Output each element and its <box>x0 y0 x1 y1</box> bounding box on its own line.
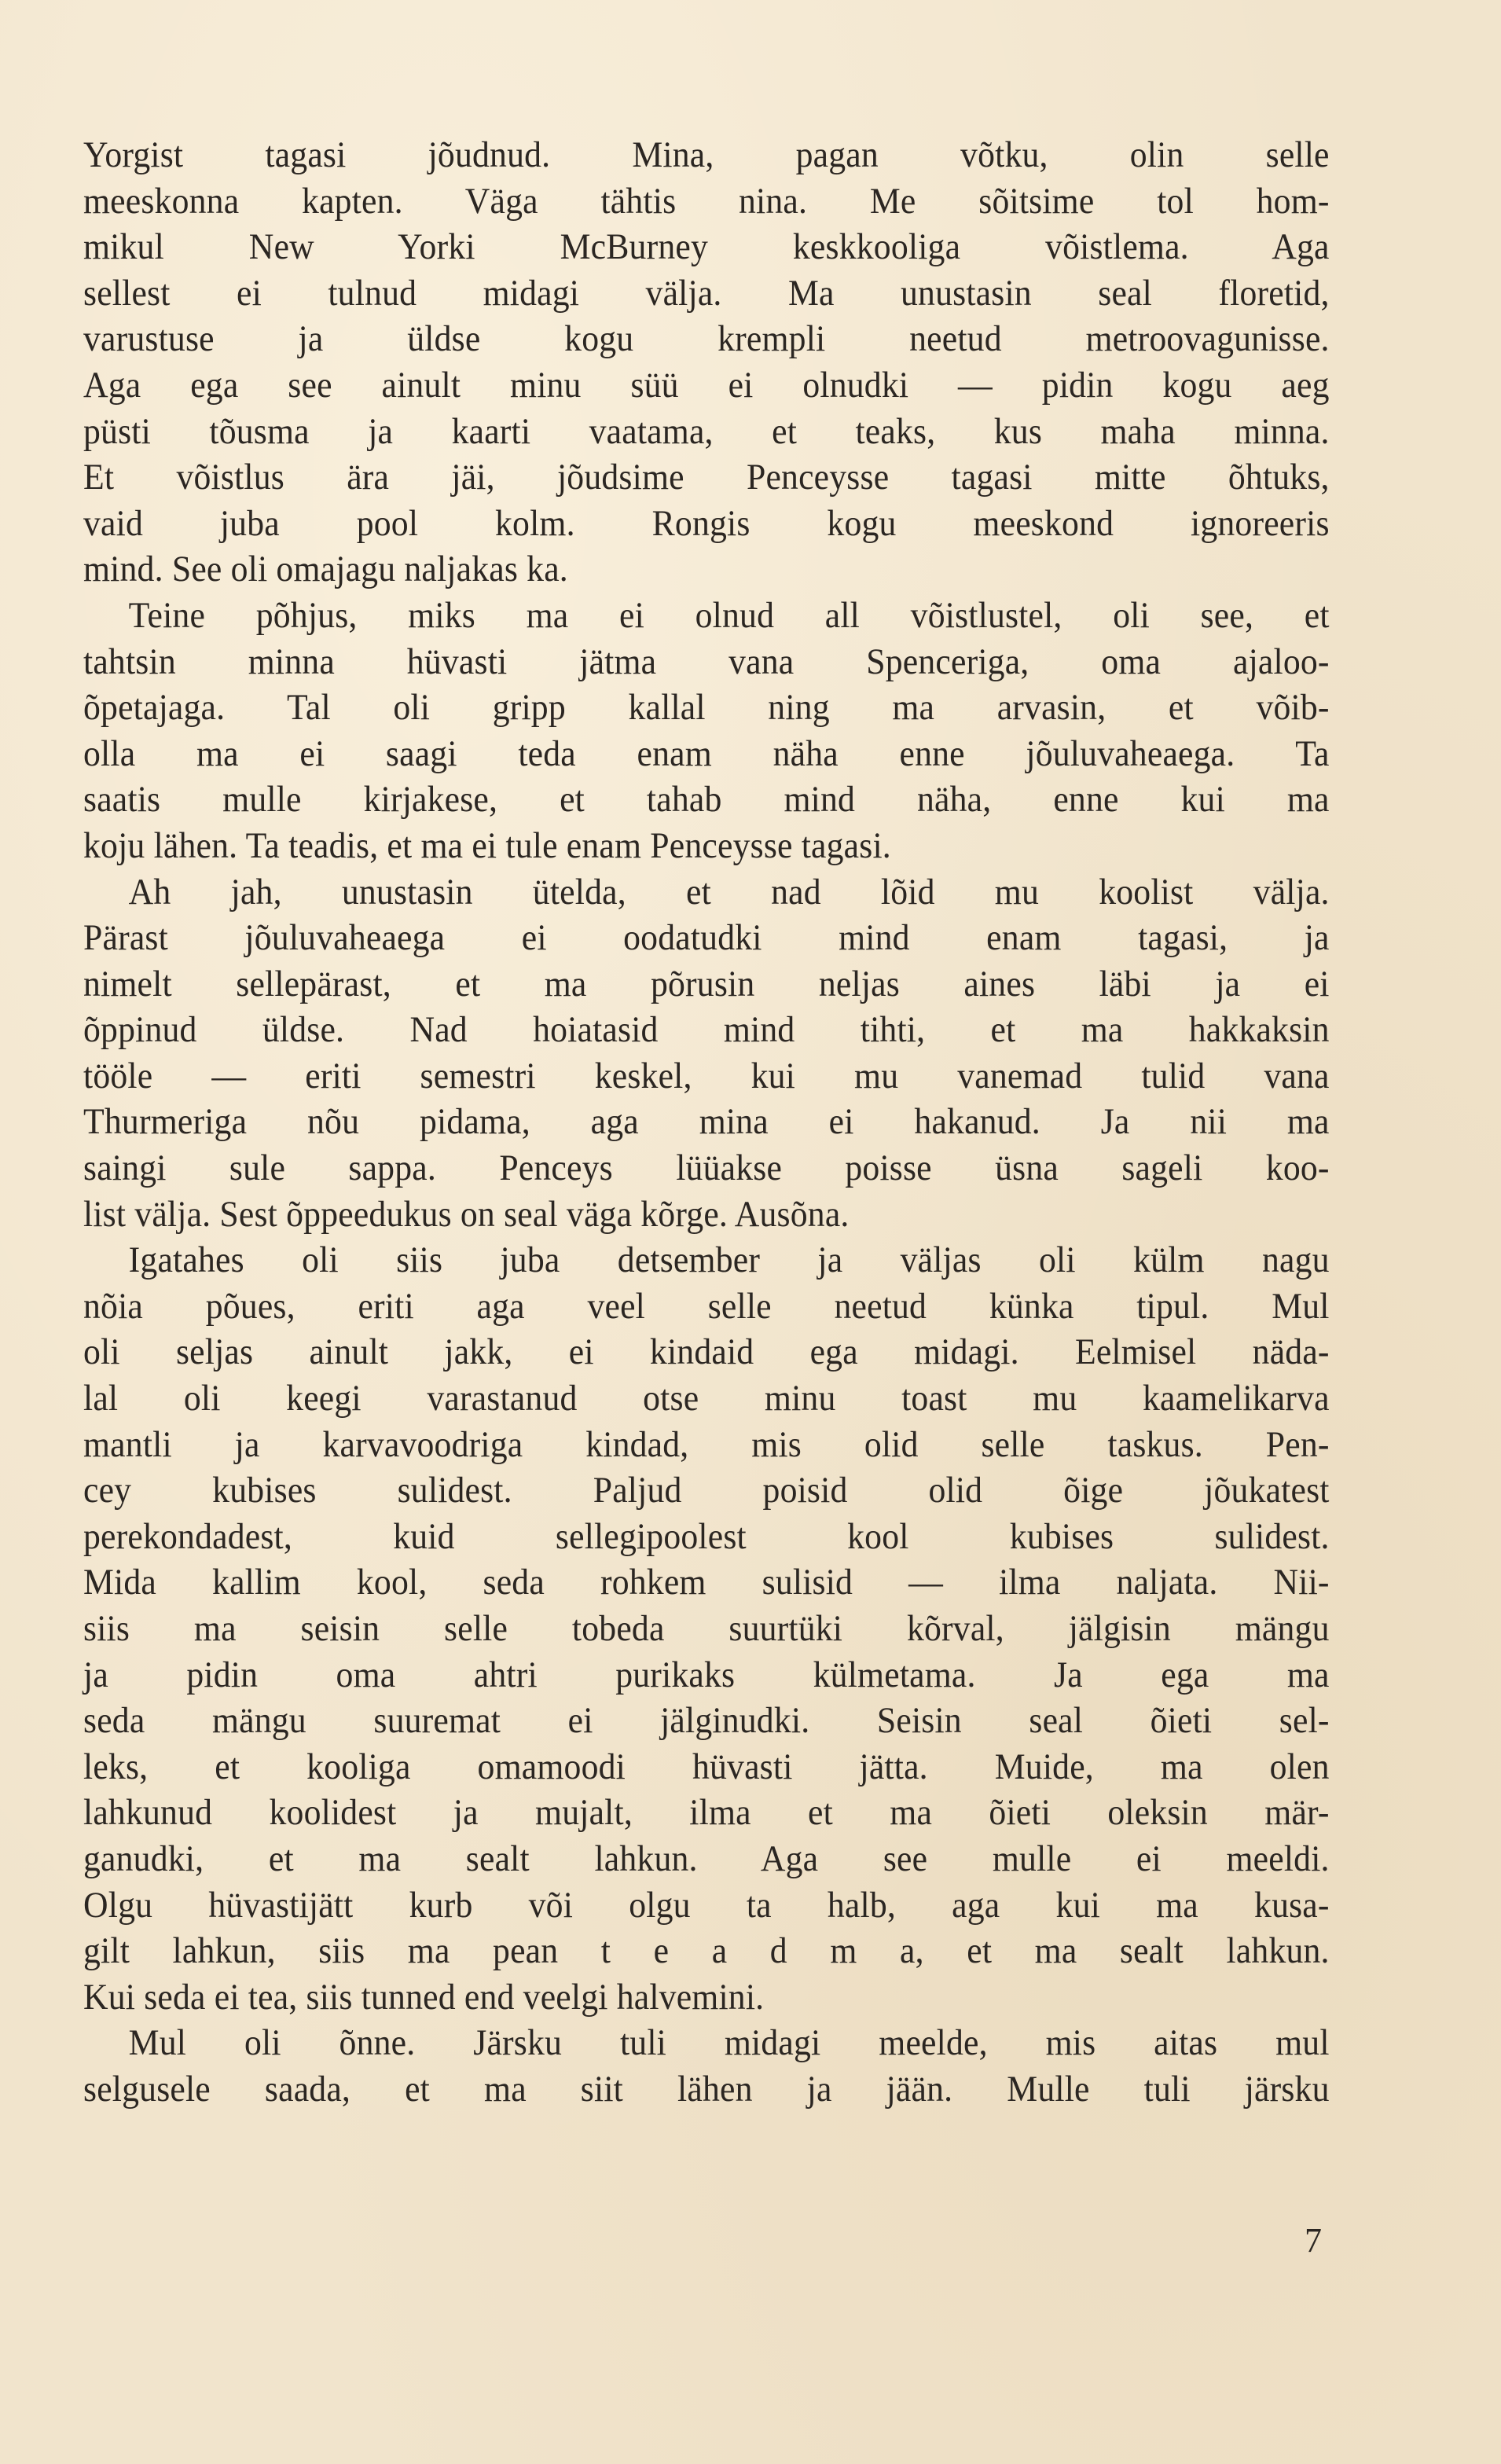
text-line: Olgu hüvastijätt kurb või olgu ta halb, aga kui ma kusa- <box>83 1884 1330 1926</box>
text-line: Aga ega see ainult minu süü ei olnudki — pidin kogu aeg <box>83 364 1330 406</box>
text-line: õpetajaga. Tal oli gripp kallal ning ma arvasin, et võib- <box>83 687 1330 729</box>
text-line: Pärast jõuluvaheaega ei oodatudki mind enam tagasi, ja <box>83 917 1330 959</box>
text-line: lahkunud koolidest ja mujalt, ilma et ma õieti oleksin mär- <box>83 1792 1330 1834</box>
text-line: koju lähen. Ta teadis, et ma ei tule enam Penceysse tagasi. <box>83 824 891 866</box>
text-line: mikul New Yorki McBurney keskkooliga võistlema. Aga <box>83 226 1330 268</box>
paragraph-first-line: Teine põhjus, miks ma ei olnud all võistlustel, oli see, et <box>128 594 1330 636</box>
page-number: 7 <box>1305 2221 1322 2260</box>
text-line: õppinud üldse. Nad hoiatasid mind tihti, et ma hakkaksin <box>83 1009 1330 1051</box>
text-line: oli seljas ainult jakk, ei kindaid ega midagi. Eelmisel näda- <box>83 1331 1330 1373</box>
text-line: ja pidin oma ahtri purikaks külmetama. Ja ega ma <box>83 1654 1330 1695</box>
text-line: tahtsin minna hüvasti jätma vana Spenceriga, oma ajaloo- <box>83 641 1330 682</box>
text-line: lal oli keegi varastanud otse minu toast mu kaamelikarva <box>83 1378 1330 1419</box>
text-line: varustuse ja üldse kogu krempli neetud metroovagunisse. <box>83 318 1330 360</box>
text-line: Et võistlus ära jäi, jõudsime Penceysse tagasi mitte õhtuks, <box>83 457 1330 498</box>
text-line: nimelt sellepärast, et ma põrusin neljas aines läbi ja ei <box>83 963 1330 1004</box>
text-line: ganudki, et ma sealt lahkun. Aga see mulle ei meeldi. <box>83 1838 1330 1879</box>
text-line: vaid juba pool kolm. Rongis kogu meeskond ignoreeris <box>83 502 1330 544</box>
text-line: Thurmeriga nõu pidama, aga mina ei hakanud. Ja nii ma <box>83 1101 1330 1143</box>
text-line: meeskonna kapten. Väga tähtis nina. Me sõitsime tol hom- <box>83 180 1330 222</box>
text-line: tööle — eriti semestri keskel, kui mu vanemad tulid vana <box>83 1055 1330 1096</box>
paragraph-first-line: Mul oli õnne. Järsku tuli midagi meelde, mis aitas mul <box>128 2022 1330 2064</box>
book-page-text <box>83 132 1330 2113</box>
text-line: list välja. Sest õppeedukus on seal väga kõrge. Ausõna. <box>83 1193 850 1235</box>
text-line: leks, et kooliga omamoodi hüvasti jätta. Muide, ma olen <box>83 1746 1330 1787</box>
text-line: siis ma seisin selle tobeda suurtüki kõrval, jälgisin mängu <box>83 1608 1330 1649</box>
text-line: olla ma ei saagi teda enam näha enne jõuluvaheaega. Ta <box>83 733 1330 774</box>
paragraph-first-line: Igatahes oli siis juba detsember ja väljas oli külm nagu <box>128 1239 1330 1281</box>
text-line: mind. See oli omajagu naljakas ka. <box>83 549 568 590</box>
text-line: selgusele saada, et ma siit lähen ja jään. Mulle tuli järsku <box>83 2068 1330 2110</box>
text-line: perekondadest, kuid sellegipoolest kool kubises sulidest. <box>83 1515 1330 1557</box>
text-line: saatis mulle kirjakese, et tahab mind näha, enne kui ma <box>83 779 1330 821</box>
text-line: püsti tõusma ja kaarti vaatama, et teaks, kus maha minna. <box>83 410 1330 452</box>
text-line: seda mängu suuremat ei jälginudki. Seisin seal õieti sel- <box>83 1700 1330 1742</box>
text-line: cey kubises sulidest. Paljud poisid olid õige jõukatest <box>83 1470 1330 1511</box>
text-line: Yorgist tagasi jõudnud. Mina, pagan võtku, olin selle <box>83 134 1330 175</box>
text-line: sellest ei tulnud midagi välja. Ma unustasin seal floretid, <box>83 272 1330 314</box>
text-line: Mida kallim kool, seda rohkem sulisid — ilma naljata. Nii- <box>83 1562 1330 1603</box>
text-line: saingi sule sappa. Penceys lüüakse poisse üsna sageli koo- <box>83 1148 1330 1189</box>
paragraph-first-line: Ah jah, unustasin ütelda, et nad lõid mu koolist välja. <box>128 871 1330 913</box>
text-line: gilt lahkun, siis ma pean t e a d m a, et ma sealt lahkun. <box>83 1930 1330 1972</box>
text-line: nõia põues, eriti aga veel selle neetud künka tipul. Mul <box>83 1285 1330 1327</box>
text-line: mantli ja karvavoodriga kindad, mis olid selle taskus. Pen- <box>83 1423 1330 1465</box>
text-line: Kui seda ei tea, siis tunned end veelgi halvemini. <box>83 1976 765 2018</box>
